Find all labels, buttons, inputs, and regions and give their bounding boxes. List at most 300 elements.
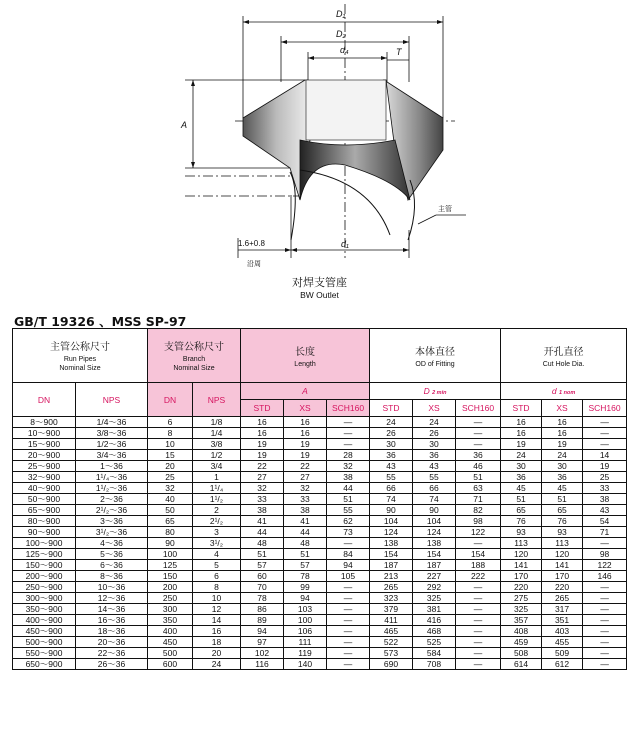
table-cell: 141	[542, 560, 583, 571]
table-cell: 55	[370, 472, 413, 483]
table-cell: 3～36	[76, 516, 148, 527]
table-cell: 2	[193, 505, 241, 516]
table-cell: —	[456, 637, 501, 648]
table-cell: 16	[542, 417, 583, 428]
table-cell: 20	[148, 461, 193, 472]
table-cell: 71	[456, 494, 501, 505]
table-cell: 36	[542, 472, 583, 483]
table-cell: 44	[284, 527, 327, 538]
table-cell: —	[456, 604, 501, 615]
table-cell: 122	[583, 560, 627, 571]
table-cell: —	[327, 593, 370, 604]
table-cell: 300～900	[13, 593, 76, 604]
table-cell: 32	[327, 461, 370, 472]
table-cell: 1/8	[193, 417, 241, 428]
table-cell: 154	[456, 549, 501, 560]
table-cell: 16	[284, 417, 327, 428]
table-cell: —	[583, 417, 627, 428]
table-cell: 100～900	[13, 538, 76, 549]
table-row	[13, 483, 627, 494]
table-cell: —	[456, 439, 501, 450]
table-cell: 24	[193, 659, 241, 670]
table-cell: 105	[327, 571, 370, 582]
dim-T-label: T	[396, 47, 402, 57]
table-cell: 80	[148, 527, 193, 538]
table-cell: 19	[542, 439, 583, 450]
table-cell: 154	[413, 549, 456, 560]
table-cell: 40	[148, 494, 193, 505]
table-cell: 3¹/₂	[193, 538, 241, 549]
table-cell: 12～36	[76, 593, 148, 604]
table-cell: 38	[241, 505, 284, 516]
table-cell: 51	[284, 549, 327, 560]
table-cell: 379	[370, 604, 413, 615]
table-cell: 550～900	[13, 648, 76, 659]
table-cell: 222	[456, 571, 501, 582]
table-cell: 57	[241, 560, 284, 571]
table-cell: 14	[193, 615, 241, 626]
gap-label: 1.6+0.8	[238, 239, 265, 248]
table-cell: 104	[413, 516, 456, 527]
table-cell: 84	[327, 549, 370, 560]
table-cell: —	[327, 428, 370, 439]
table-cell: 16	[501, 428, 542, 439]
table-cell: 140	[284, 659, 327, 670]
table-cell: 4	[193, 549, 241, 560]
table-cell: 48	[284, 538, 327, 549]
table-cell: 10	[193, 593, 241, 604]
table-cell: 24	[542, 450, 583, 461]
table-row	[13, 571, 627, 582]
table-cell: 614	[501, 659, 542, 670]
table-cell: —	[583, 593, 627, 604]
table-cell: 1¹/₂	[193, 494, 241, 505]
table-cell: 187	[413, 560, 456, 571]
table-cell: 16	[284, 428, 327, 439]
table-cell: 381	[413, 604, 456, 615]
table-cell: 325	[501, 604, 542, 615]
table-cell: 323	[370, 593, 413, 604]
table-cell: 1/4～36	[76, 417, 148, 428]
table-cell: 99	[284, 582, 327, 593]
table-cell: 124	[413, 527, 456, 538]
table-cell: —	[583, 659, 627, 670]
symbol-D2: D 2 min	[370, 383, 501, 400]
table-cell: 65	[501, 505, 542, 516]
table-cell: 188	[456, 560, 501, 571]
table-cell: 350	[148, 615, 193, 626]
table-cell: 22	[241, 461, 284, 472]
table-cell: 62	[327, 516, 370, 527]
table-cell: 15	[148, 450, 193, 461]
table-cell: —	[327, 439, 370, 450]
table-cell: 12	[193, 604, 241, 615]
table-cell: 3/4～36	[76, 450, 148, 461]
table-cell: 74	[413, 494, 456, 505]
table-cell: 78	[284, 571, 327, 582]
run-dn-header: DN	[13, 383, 76, 417]
table-cell: 20～900	[13, 450, 76, 461]
table-cell: 8～36	[76, 571, 148, 582]
od-header: 本体直径 OD of Fitting	[370, 329, 501, 383]
table-cell: 48	[241, 538, 284, 549]
table-row	[13, 472, 627, 483]
table-cell: 25	[583, 472, 627, 483]
table-cell: 450～900	[13, 626, 76, 637]
table-cell: —	[327, 648, 370, 659]
table-cell: 36	[501, 472, 542, 483]
table-cell: 113	[542, 538, 583, 549]
table-cell: 122	[456, 527, 501, 538]
table-row	[13, 538, 627, 549]
table-cell: 63	[456, 483, 501, 494]
table-cell: 33	[241, 494, 284, 505]
table-row	[13, 516, 627, 527]
table-cell: 27	[284, 472, 327, 483]
table-cell: 94	[241, 626, 284, 637]
od-sch160-header: SCH160	[456, 400, 501, 417]
dim-D1-label: D₁	[336, 9, 346, 19]
table-row	[13, 505, 627, 516]
table-cell: —	[327, 417, 370, 428]
table-cell: 44	[327, 483, 370, 494]
table-cell: 292	[413, 582, 456, 593]
table-cell: 16	[241, 428, 284, 439]
table-cell: 509	[542, 648, 583, 659]
table-cell: 41	[284, 516, 327, 527]
table-cell: 65	[542, 505, 583, 516]
table-cell: 16	[241, 417, 284, 428]
table-cell: 408	[501, 626, 542, 637]
table-cell: 65	[148, 516, 193, 527]
table-cell: 125～900	[13, 549, 76, 560]
table-cell: 18～36	[76, 626, 148, 637]
table-cell: 90～900	[13, 527, 76, 538]
table-cell: 4～36	[76, 538, 148, 549]
table-cell: 416	[413, 615, 456, 626]
table-cell: 455	[542, 637, 583, 648]
table-row	[13, 494, 627, 505]
table-row	[13, 593, 627, 604]
table-cell: 357	[501, 615, 542, 626]
table-cell: 86	[241, 604, 284, 615]
table-cell: 57	[284, 560, 327, 571]
table-cell: 26～36	[76, 659, 148, 670]
table-cell: 275	[501, 593, 542, 604]
table-cell: 8	[193, 582, 241, 593]
table-cell: —	[456, 582, 501, 593]
table-cell: 70	[241, 582, 284, 593]
table-cell: 28	[327, 450, 370, 461]
table-cell: 40～900	[13, 483, 76, 494]
table-cell: 55	[413, 472, 456, 483]
len-xs-header: XS	[284, 400, 327, 417]
table-cell: —	[456, 428, 501, 439]
table-cell: 30	[542, 461, 583, 472]
table-cell: 51	[456, 472, 501, 483]
table-cell: 106	[284, 626, 327, 637]
table-cell: 102	[241, 648, 284, 659]
table-cell: 44	[241, 527, 284, 538]
table-cell: 90	[370, 505, 413, 516]
table-cell: 138	[370, 538, 413, 549]
table-cell: 525	[413, 637, 456, 648]
table-cell: 187	[370, 560, 413, 571]
table-cell: 45	[542, 483, 583, 494]
table-cell: 325	[413, 593, 456, 604]
dim-d1-label: d₁	[341, 239, 349, 249]
table-cell: 500～900	[13, 637, 76, 648]
table-cell: 71	[583, 527, 627, 538]
standard-title: GB/T 19326 、MSS SP-97	[14, 314, 187, 329]
table-cell: 468	[413, 626, 456, 637]
table-cell: 317	[542, 604, 583, 615]
table-cell: 138	[413, 538, 456, 549]
table-cell: 584	[413, 648, 456, 659]
symbol-A: A	[241, 383, 370, 400]
table-cell: 43	[583, 505, 627, 516]
table-cell: —	[327, 582, 370, 593]
table-cell: 16～36	[76, 615, 148, 626]
hole-xs-header: XS	[542, 400, 583, 417]
table-cell: 25	[148, 472, 193, 483]
table-cell: 3/8	[193, 439, 241, 450]
table-cell: 10～900	[13, 428, 76, 439]
table-cell: 3	[193, 527, 241, 538]
table-cell: 94	[284, 593, 327, 604]
table-cell: 3/8～36	[76, 428, 148, 439]
spec-table	[12, 328, 627, 670]
table-cell: 38	[284, 505, 327, 516]
table-cell: 30	[370, 439, 413, 450]
length-header: 长度 Length	[241, 329, 370, 383]
table-cell: 104	[370, 516, 413, 527]
table-cell: 508	[501, 648, 542, 659]
table-cell: 400～900	[13, 615, 76, 626]
table-cell: 573	[370, 648, 413, 659]
table-cell: —	[583, 439, 627, 450]
table-cell: —	[327, 626, 370, 637]
od-std-header: STD	[370, 400, 413, 417]
table-row	[13, 615, 627, 626]
table-cell: 113	[501, 538, 542, 549]
table-cell: 612	[542, 659, 583, 670]
table-cell: 65～900	[13, 505, 76, 516]
table-cell: 50～900	[13, 494, 76, 505]
table-cell: 24	[501, 450, 542, 461]
table-cell: 22～36	[76, 648, 148, 659]
figure-caption-en: BW Outlet	[300, 290, 339, 300]
table-cell: 51	[327, 494, 370, 505]
table-cell: 2¹/₂	[193, 516, 241, 527]
table-cell: 1/4	[193, 428, 241, 439]
table-cell: 24	[370, 417, 413, 428]
table-cell: 14	[583, 450, 627, 461]
table-cell: —	[456, 538, 501, 549]
table-cell: —	[327, 615, 370, 626]
table-cell: 54	[583, 516, 627, 527]
table-cell: 120	[501, 549, 542, 560]
table-cell: 80～900	[13, 516, 76, 527]
table-cell: 5	[193, 560, 241, 571]
table-cell: 14～36	[76, 604, 148, 615]
table-cell: —	[583, 604, 627, 615]
table-cell: 119	[284, 648, 327, 659]
table-cell: 522	[370, 637, 413, 648]
table-row	[13, 527, 627, 538]
table-cell: 38	[583, 494, 627, 505]
table-cell: 600	[148, 659, 193, 670]
table-cell: 38	[327, 472, 370, 483]
dim-D2-label: D₂	[336, 29, 346, 39]
table-cell: 200	[148, 582, 193, 593]
dim-d4-label: d₄	[340, 45, 349, 55]
table-cell: 19	[583, 461, 627, 472]
table-cell: 18	[193, 637, 241, 648]
table-cell: —	[327, 637, 370, 648]
table-cell: 32	[284, 483, 327, 494]
table-cell: 16	[501, 417, 542, 428]
table-cell: 103	[284, 604, 327, 615]
table-cell: 150～900	[13, 560, 76, 571]
table-cell: 170	[542, 571, 583, 582]
table-cell: 125	[148, 560, 193, 571]
table-cell: —	[456, 417, 501, 428]
table-cell: 100	[284, 615, 327, 626]
table-cell: 30	[413, 439, 456, 450]
table-cell: 19	[241, 450, 284, 461]
table-cell: 5～36	[76, 549, 148, 560]
table-cell: 8	[148, 428, 193, 439]
table-cell: 51	[501, 494, 542, 505]
table-cell: 97	[241, 637, 284, 648]
table-cell: 6～36	[76, 560, 148, 571]
weld-note: 沿周	[247, 260, 261, 268]
table-cell: 50	[148, 505, 193, 516]
table-cell: 32～900	[13, 472, 76, 483]
table-cell: 213	[370, 571, 413, 582]
table-cell: —	[583, 648, 627, 659]
main-pipe-label: 主管	[438, 205, 452, 213]
table-cell: 154	[370, 549, 413, 560]
table-cell: 1/2～36	[76, 439, 148, 450]
dim-A-label: A	[181, 120, 188, 130]
table-row	[13, 450, 627, 461]
table-cell: 3¹/₂～36	[76, 527, 148, 538]
table-cell: 24	[413, 417, 456, 428]
table-cell: 116	[241, 659, 284, 670]
table-cell: 55	[327, 505, 370, 516]
table-cell: 45	[501, 483, 542, 494]
table-cell: —	[327, 604, 370, 615]
table-cell: —	[456, 648, 501, 659]
table-cell: 124	[370, 527, 413, 538]
spec-table-body	[13, 417, 627, 670]
table-cell: 111	[284, 637, 327, 648]
table-cell: 76	[501, 516, 542, 527]
table-cell: 46	[456, 461, 501, 472]
table-cell: —	[583, 538, 627, 549]
table-cell: —	[583, 626, 627, 637]
table-cell: 16	[193, 626, 241, 637]
table-cell: 43	[370, 461, 413, 472]
table-cell: 20	[193, 648, 241, 659]
od-xs-header: XS	[413, 400, 456, 417]
table-cell: —	[583, 428, 627, 439]
table-cell: 19	[284, 450, 327, 461]
table-cell: 78	[241, 593, 284, 604]
table-cell: 19	[501, 439, 542, 450]
table-cell: 27	[241, 472, 284, 483]
table-row	[13, 604, 627, 615]
table-cell: 51	[241, 549, 284, 560]
hole-sch160-header: SCH160	[583, 400, 627, 417]
table-row	[13, 439, 627, 450]
table-cell: —	[456, 615, 501, 626]
table-row	[13, 428, 627, 439]
table-cell: 465	[370, 626, 413, 637]
table-cell: 89	[241, 615, 284, 626]
table-cell: 76	[542, 516, 583, 527]
table-cell: 1¹/₄～36	[76, 472, 148, 483]
table-cell: 690	[370, 659, 413, 670]
table-cell: 30	[501, 461, 542, 472]
table-cell: 19	[241, 439, 284, 450]
table-row	[13, 582, 627, 593]
table-cell: 1～36	[76, 461, 148, 472]
table-cell: 26	[413, 428, 456, 439]
bw-outlet-drawing	[0, 0, 639, 305]
table-cell: 51	[542, 494, 583, 505]
table-cell: 93	[501, 527, 542, 538]
symbol-d1: d 1 nom	[501, 383, 627, 400]
table-cell: 120	[542, 549, 583, 560]
table-cell: 32	[148, 483, 193, 494]
table-cell: 74	[370, 494, 413, 505]
table-cell: 36	[456, 450, 501, 461]
table-row	[13, 560, 627, 571]
table-cell: 43	[413, 461, 456, 472]
table-cell: 73	[327, 527, 370, 538]
table-cell: 500	[148, 648, 193, 659]
table-cell: —	[456, 626, 501, 637]
table-cell: 90	[413, 505, 456, 516]
table-cell: 400	[148, 626, 193, 637]
table-cell: 60	[241, 571, 284, 582]
table-cell: 6	[193, 571, 241, 582]
table-cell: 98	[583, 549, 627, 560]
table-row	[13, 549, 627, 560]
table-cell: 1/2	[193, 450, 241, 461]
table-cell: 2～36	[76, 494, 148, 505]
table-cell: 3/4	[193, 461, 241, 472]
table-cell: 250～900	[13, 582, 76, 593]
table-cell: 19	[284, 439, 327, 450]
table-cell: 141	[501, 560, 542, 571]
table-cell: 403	[542, 626, 583, 637]
table-cell: 82	[456, 505, 501, 516]
table-cell: 16	[542, 428, 583, 439]
table-cell: 93	[542, 527, 583, 538]
table-cell: 6	[148, 417, 193, 428]
table-cell: 33	[284, 494, 327, 505]
table-cell: 708	[413, 659, 456, 670]
table-cell: 265	[370, 582, 413, 593]
table-row	[13, 461, 627, 472]
table-cell: 66	[370, 483, 413, 494]
run-pipe-header: 主管公称尺寸 Run Pipes Nominal Size	[13, 329, 148, 383]
table-row	[13, 626, 627, 637]
